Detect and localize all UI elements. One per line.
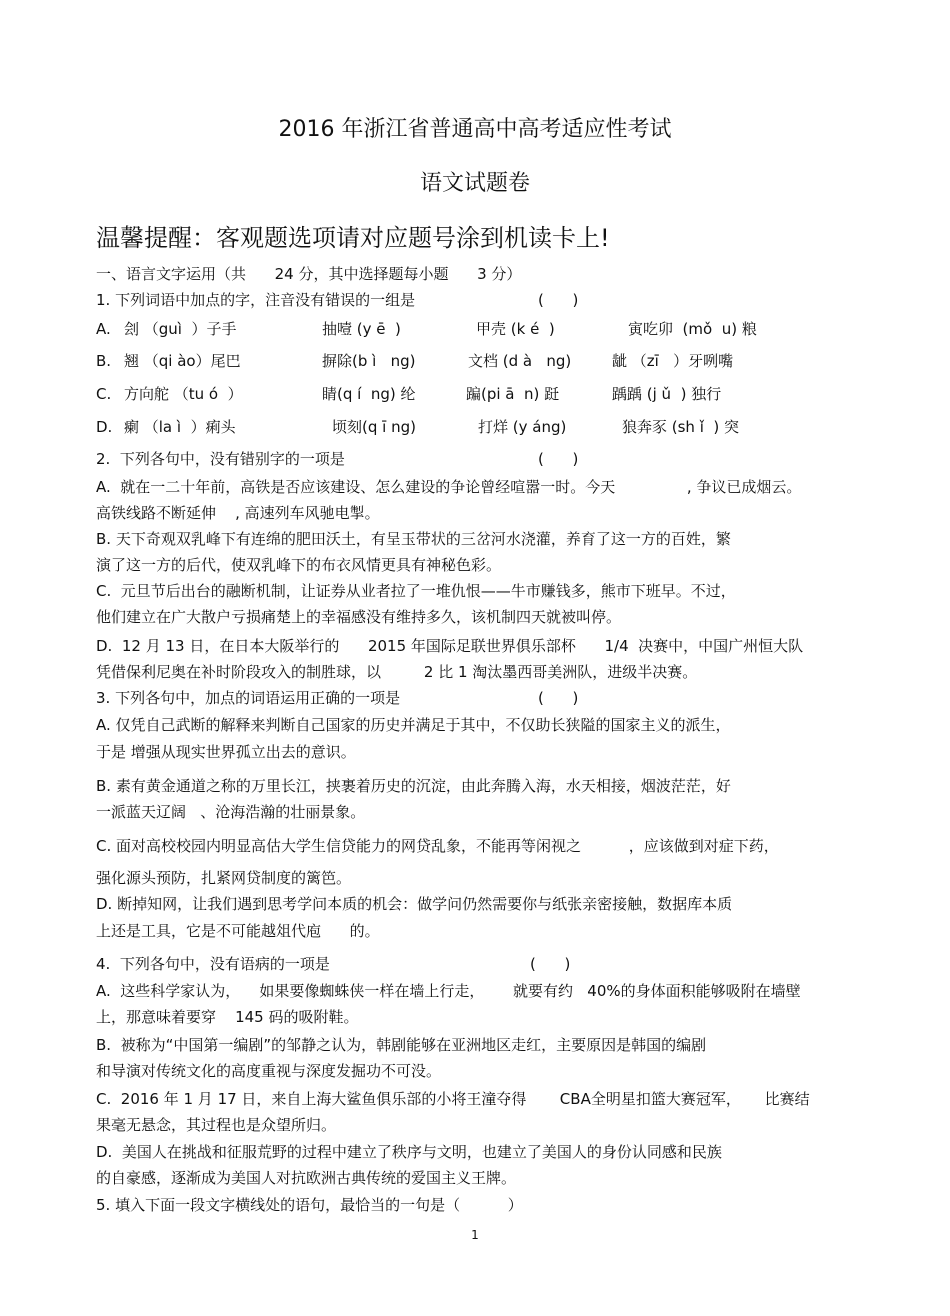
q1-option-item: 方向舵 （tu ó ） (124, 385, 243, 403)
q1-option-label: A. (96, 320, 111, 338)
q1-option-item: 翘 （qi ào）尾巴 (124, 352, 241, 370)
q4-text-line: D. 美国人在挑战和征服荒野的过程中建立了秩序与文明，也建立了美国人的身份认同感和民族 (96, 1143, 722, 1161)
q1-stem: 1. 下列词语中加点的字，注音没有错误的一组是 (96, 291, 416, 309)
q1-option-item: 睛(q í ng) 纶 (322, 385, 416, 403)
q3-text-line: 强化源头预防，扎紧网贷制度的篱笆。 (96, 869, 352, 887)
q4-text-line: 果毫无悬念，其过程也是众望所归。 (96, 1116, 337, 1134)
q2-text-line: 演了这一方的后代，使双乳峰下的布衣风情更具有神秘色彩。 (96, 556, 502, 574)
q1-option-item: 摒除(b ì ng) (322, 352, 416, 370)
section-heading: 一、语言文字运用（共 24 分，其中选择题每小题 3 分） (96, 265, 522, 283)
q1-option-item: 甲壳 (k é ) (476, 320, 555, 338)
q2-text-line: C. 元旦节后出台的融断机制，让证券从业者拉了一堆仇恨——牛市赚钱多，熊市下班早。不过， (96, 582, 736, 600)
q1-option-label: B. (96, 352, 112, 370)
q4-answer-paren: ( ) (530, 955, 571, 973)
exam-subtitle: 语文试题卷 (419, 171, 530, 196)
q1-option-item: 寅吃卯 (mǒ u) 粮 (628, 320, 757, 338)
q2-text-line: 他们建立在广大散户亏损痛楚上的幸福感没有维持多久，该机制四天就被叫停。 (96, 608, 622, 626)
q1-option-item: 刽 （guì ）子手 (124, 320, 237, 338)
q5-stem: 5. 填入下面一段文字横线处的语句，最恰当的一句是（ ） (96, 1196, 523, 1214)
q3-text-line: 一派蓝天辽阔 、沧海浩瀚的壮丽景象。 (96, 803, 366, 821)
q2-text-line: 高铁线路不断延伸 , 高速列车风驰电掣。 (96, 504, 380, 522)
q3-stem: 3. 下列各句中，加点的词语运用正确的一项是 (96, 689, 401, 707)
q3-answer-paren: ( ) (538, 689, 579, 707)
q3-text-line: 于是 增强从现实世界孤立出去的意识。 (96, 743, 356, 761)
q1-option-item: 踽踽 (j ǔ ) 独行 (612, 385, 722, 403)
q1-option-item: 打烊 (y áng) (478, 418, 567, 436)
page-number: 1 (471, 1228, 479, 1242)
q2-text-line: D. 12 月 13 日，在日本大阪举行的 2015 年国际足联世界俱乐部杯 1/4 决赛中，中国广州恒大队 (96, 637, 804, 655)
q1-option-item: 龇 （zī ）牙咧嘴 (612, 352, 734, 370)
q2-text-line: A. 就在一二十年前，高铁是否应该建设、怎么建设的争论曾经喧嚣一时。今天 , 争议已成烟云。 (96, 478, 802, 496)
q1-option-label: D. (96, 418, 113, 436)
q4-text-line: 的自豪感，逐渐成为美国人对抗欧洲古典传统的爱国主义王牌。 (96, 1169, 517, 1187)
q3-text-line: C. 面对高校校园内明显高估大学生信贷能力的网贷乱象，不能再等闲视之 ，应该做到对症下药， (96, 837, 779, 855)
exam-title: 2016 年浙江省普通高中高考适应性考试 (278, 117, 672, 142)
q4-text-line: 上，那意味着要穿 145 码的吸附鞋。 (96, 1008, 359, 1026)
q3-text-line: 上还是工具，它是不可能越俎代庖 的。 (96, 922, 380, 940)
q4-text-line: B. 被称为“中国第一编剧”的邹静之认为，韩剧能够在亚洲地区走红，主要原因是韩国的编剧 (96, 1036, 707, 1054)
q1-answer-paren: ( ) (538, 291, 579, 309)
q4-text-line: A. 这些科学家认为， 如果要像蜘蛛侠一样在墙上行走， 就要有约 40%的身体面积能够吸附在墙壁 (96, 982, 801, 1000)
q4-text-line: C. 2016 年 1 月 17 日，来自上海大鲨鱼俱乐部的小将王潼夺得 CBA全明星扣篮大赛冠军， 比赛结 (96, 1090, 810, 1108)
q2-answer-paren: ( ) (538, 450, 579, 468)
q1-option-item: 蹁(pi ā n) 跹 (466, 385, 560, 403)
q1-option-item: 抽噎 (y ē ) (322, 320, 401, 338)
q1-option-item: 瘌 （la ì ）痢头 (124, 418, 236, 436)
q1-option-item: 文档 (d à ng) (468, 352, 572, 370)
q3-text-line: B. 素有黄金通道之称的万里长江，挟裹着历史的沉淀，由此奔腾入海，水天相接，烟波茫茫，好 (96, 777, 731, 795)
reminder-notice: 温馨提醒：客观题选项请对应题号涂到机读卡上! (96, 224, 610, 252)
q1-option-label: C. (96, 385, 112, 403)
q2-stem: 2. 下列各句中，没有错别字的一项是 (96, 450, 345, 468)
q3-text-line: D. 断掉知网，让我们遇到思考学问本质的机会：做学问仍然需要你与纸张亲密接触，数据库本质 (96, 895, 733, 913)
q1-option-item: 顷刻(q ī ng) (332, 418, 416, 436)
q2-text-line: B. 天下奇观双乳峰下有连绵的肥田沃土，有呈玉带状的三岔河水浇灌，养育了这一方的百姓，繁 (96, 530, 731, 548)
q1-option-item: 狼奔豕 (sh ǐ ) 突 (622, 418, 740, 436)
q4-stem: 4. 下列各句中，没有语病的一项是 (96, 955, 330, 973)
q4-text-line: 和导演对传统文化的高度重视与深度发掘功不可没。 (96, 1062, 442, 1080)
q2-text-line: 凭借保利尼奥在补时阶段攻入的制胜球，以 2 比 1 淘汰墨西哥美洲队，进级半决赛。 (96, 663, 698, 681)
q3-text-line: A. 仅凭自己武断的解释来判断自己国家的历史并满足于其中，不仅助长狭隘的国家主义的派生， (96, 716, 731, 734)
